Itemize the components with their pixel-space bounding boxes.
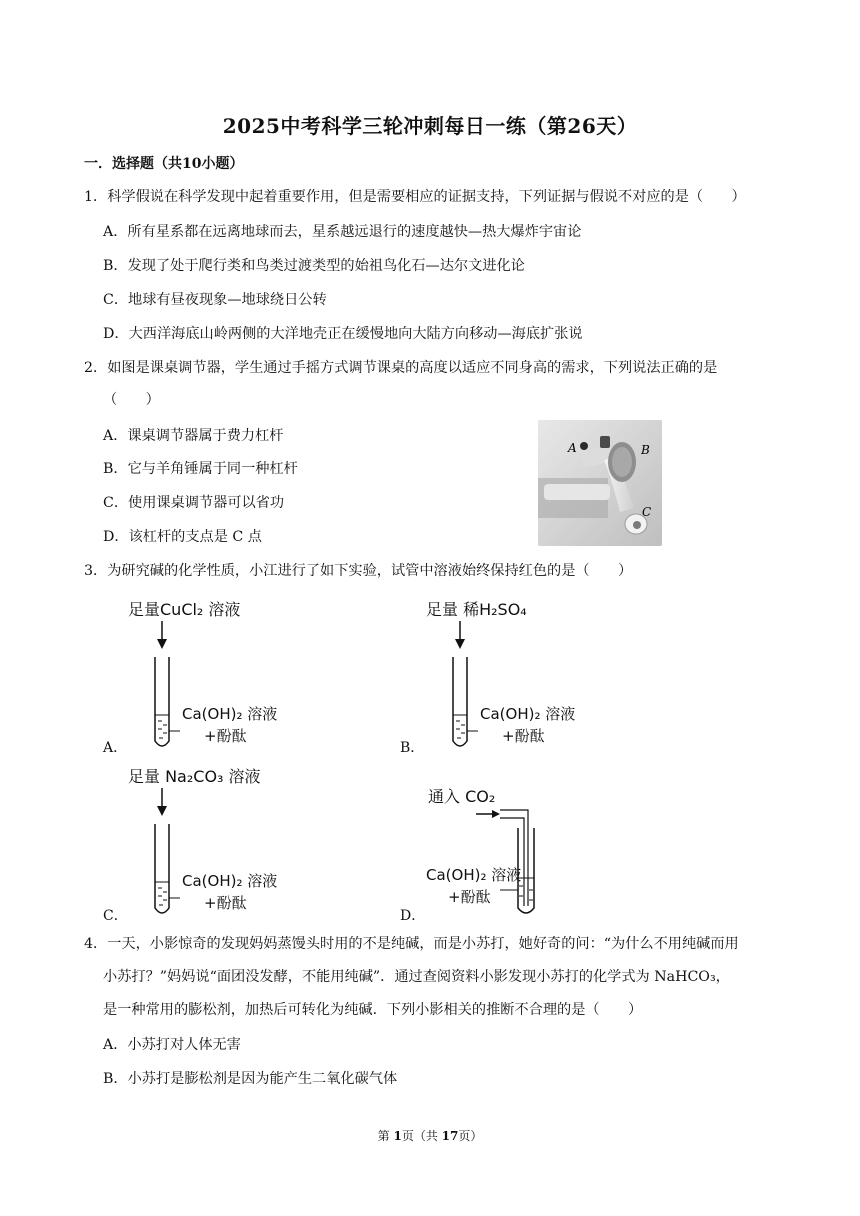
question-4-option-a: A．小苏打对人体无害 <box>103 1037 241 1053</box>
solution-label: Ca(OH)₂ 溶液 <box>426 866 522 884</box>
footer-mid: 页（共 <box>401 1129 442 1143</box>
question-1-option-a: A．所有星系都在远离地球而去，星系越远退行的速度越快—热大爆炸宇宙论 <box>103 224 582 240</box>
indicator-label: +酚酞 <box>204 727 247 745</box>
page-footer <box>0 1127 860 1144</box>
question-3-stem: 3．为研究碱的化学性质，小江进行了如下实验，试管中溶液始终保持红色的是（ ） <box>84 563 633 579</box>
question-3-option-a-diagram <box>122 595 282 755</box>
section-heading: 一．选择题（共10小题） <box>84 156 244 172</box>
solution-label: Ca(OH)₂ 溶液 <box>182 705 278 723</box>
question-3-option-d-letter: D． <box>400 908 426 924</box>
solution-label: Ca(OH)₂ 溶液 <box>480 705 576 723</box>
desk-adjuster-photo <box>538 420 662 546</box>
reagent-label: 足量 稀H₂SO₄ <box>426 600 527 619</box>
question-1-option-d: D．大西洋海底山岭两侧的大洋地壳正在缓慢地向大陆方向移动—海底扩张说 <box>103 326 583 342</box>
page-title: 2025中考科学三轮冲刺每日一练（第26天） <box>222 114 638 138</box>
question-2-stem-bracket: （ ） <box>103 392 160 408</box>
question-3-option-b-diagram <box>420 595 590 755</box>
question-1-option-b: B．发现了处于爬行类和鸟类过渡类型的始祖鸟化石—达尔文进化论 <box>103 258 525 274</box>
question-1-option-c: C．地球有昼夜现象—地球绕日公转 <box>103 292 327 308</box>
question-4-stem-line-3: 是一种常用的膨松剂，加热后可转化为纯碱．下列小影相关的推断不合理的是（ ） <box>103 1002 643 1018</box>
question-2-option-d: D．该杠杆的支点是 C 点 <box>103 529 262 545</box>
total-page-count: 17 <box>441 1129 459 1143</box>
question-2-option-b: B．它与羊角锤属于同一种杠杆 <box>103 461 298 477</box>
label-a: A <box>568 441 577 455</box>
indicator-label: +酚酞 <box>204 894 247 912</box>
question-3-option-d-diagram <box>420 780 570 920</box>
question-3-option-a-letter: A． <box>103 740 128 756</box>
question-3-option-c-diagram <box>122 762 292 922</box>
question-4-stem-line-1: 4．一天，小影惊奇的发现妈妈蒸馒头时用的不是纯碱，而是小苏打，她好奇的问：“为什么不用纯碱而用 <box>84 936 739 952</box>
indicator-label: +酚酞 <box>502 727 545 745</box>
footer-prefix: 第 <box>377 1129 394 1143</box>
solution-label: Ca(OH)₂ 溶液 <box>182 872 278 890</box>
reagent-label: 足量CuCl₂ 溶液 <box>128 600 241 619</box>
reagent-label: 足量 Na₂CO₃ 溶液 <box>128 767 261 786</box>
question-2-stem: 2．如图是课桌调节器，学生通过手摇方式调节课桌的高度以适应不同身高的需求，下列说法正确的是 <box>84 360 718 376</box>
question-4-option-b: B．小苏打是膨松剂是因为能产生二氧化碳气体 <box>103 1071 398 1087</box>
reagent-label: 通入 CO₂ <box>428 787 496 806</box>
label-b: B <box>641 443 650 457</box>
question-2-option-c: C．使用课桌调节器可以省功 <box>103 495 285 511</box>
footer-suffix: 页） <box>458 1129 483 1143</box>
label-c: C <box>642 505 652 519</box>
question-2-option-a: A．课桌调节器属于费力杠杆 <box>103 428 284 444</box>
current-page-number: 1 <box>393 1129 402 1143</box>
indicator-label: +酚酞 <box>448 888 491 906</box>
question-1-stem: 1．科学假说在科学发现中起着重要作用，但是需要相应的证据支持，下列证据与假说不对应的是（ ） <box>84 189 746 205</box>
question-3-option-c-letter: C． <box>103 908 128 924</box>
question-3-option-b-letter: B． <box>400 740 425 756</box>
question-4-stem-line-2: 小苏打？”妈妈说“面团没发酵，不能用纯碱”．通过查阅资料小影发现小苏打的化学式为 NaHCO₃， <box>103 969 730 985</box>
